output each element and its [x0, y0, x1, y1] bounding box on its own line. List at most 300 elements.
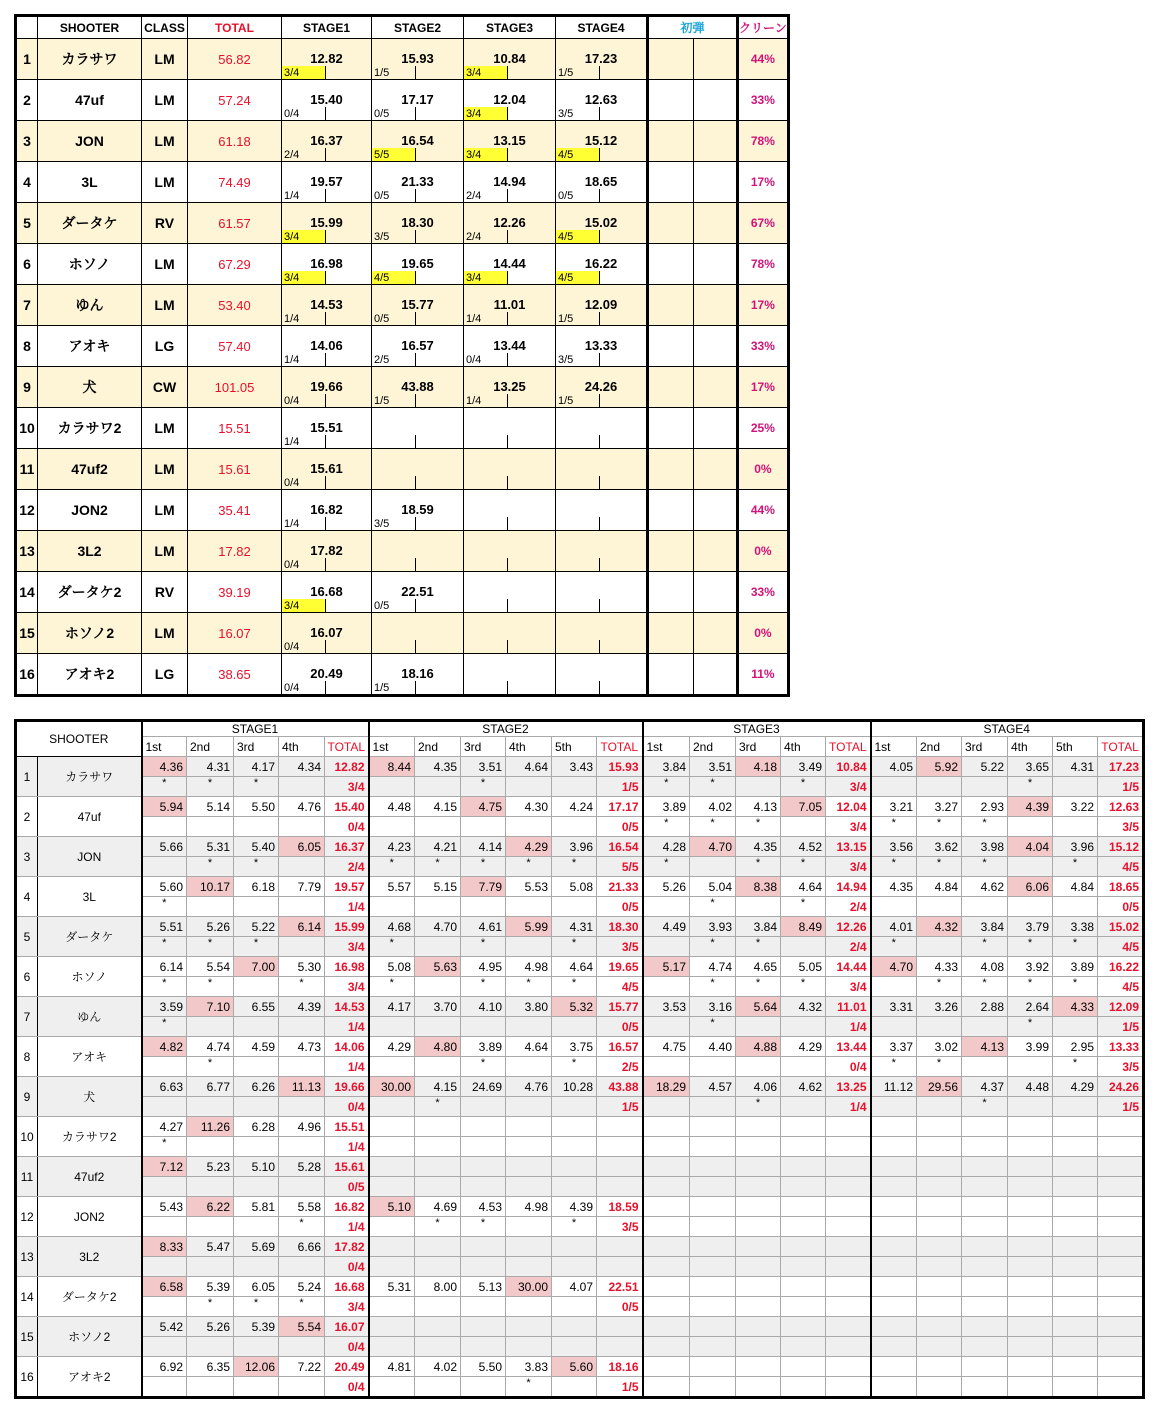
stage-total: 13.44: [826, 1037, 871, 1057]
stage-total: [597, 1157, 643, 1177]
first-shot-b: [694, 121, 738, 162]
stage-hits-blank: [600, 271, 648, 285]
detail-row: [16, 1157, 1144, 1177]
shot-mark: *: [461, 977, 506, 997]
shot-time: 5.13: [461, 1277, 506, 1297]
first-shot-b: [694, 203, 738, 244]
header-stage: STAGE1: [142, 721, 369, 737]
stage-hits-blank: [416, 189, 464, 203]
shot-mark: *: [142, 897, 187, 917]
class: LM: [142, 244, 188, 285]
shot-mark: [1053, 1177, 1098, 1197]
shot-mark: *: [1053, 1057, 1098, 1077]
first-shot-a: [648, 613, 694, 654]
shot-mark: [736, 1337, 781, 1357]
shot-time: [643, 1317, 690, 1337]
shot-time: 11.12: [871, 1077, 917, 1097]
shot-mark: *: [690, 897, 736, 917]
shot-time: 4.15: [415, 1077, 461, 1097]
shot-time: [871, 1117, 917, 1137]
header-stage: STAGE2: [369, 721, 643, 737]
stage-hits-blank: [326, 517, 372, 531]
shot-mark: [1008, 1177, 1053, 1197]
shot-mark: [234, 1137, 279, 1157]
shot-time: [781, 1117, 826, 1137]
header-stage: STAGE2: [372, 16, 464, 39]
shot-mark: [690, 1337, 736, 1357]
shot-mark: [871, 1297, 917, 1317]
class: LM: [142, 490, 188, 531]
shot-time: 8.38: [736, 877, 781, 897]
stage-hits: 3/5: [556, 107, 600, 121]
stage-total: 14.06: [325, 1037, 369, 1057]
shot-time: [736, 1237, 781, 1257]
shot-mark: *: [917, 817, 962, 837]
clean-rate: 33%: [738, 80, 789, 121]
shooter-name: アオキ: [38, 326, 142, 367]
header-shot-label: 4th: [506, 737, 552, 757]
shot-mark: *: [781, 977, 826, 997]
shooter-name: 犬: [38, 1077, 142, 1117]
shot-time: [917, 1117, 962, 1137]
stage-hits: 1/4: [325, 897, 369, 917]
first-shot-b: [694, 408, 738, 449]
shot-mark: [461, 1177, 506, 1197]
shot-mark: [415, 1377, 461, 1398]
stage-time: 13.15: [464, 121, 556, 149]
shot-time: 3.62: [917, 837, 962, 857]
clean-rate: 33%: [738, 572, 789, 613]
shooter-name: JON: [38, 837, 142, 877]
shot-time: 5.92: [917, 757, 962, 777]
summary-row: [16, 244, 789, 272]
rank: 6: [16, 244, 38, 285]
stage-hits: 1/4: [282, 189, 326, 203]
shot-mark: *: [369, 937, 415, 957]
stage-hits: 4/5: [1098, 857, 1144, 877]
shot-mark: *: [1053, 977, 1098, 997]
summary-row: [16, 203, 789, 231]
stage-time: 10.84: [464, 39, 556, 67]
stage-hits-blank: [416, 353, 464, 367]
header-total: TOTAL: [188, 16, 282, 39]
stage-hits: 0/4: [325, 1337, 369, 1357]
shot-time: 4.29: [506, 837, 552, 857]
first-shot-b: [694, 285, 738, 326]
shot-time: 5.47: [187, 1237, 234, 1257]
shot-mark: [415, 897, 461, 917]
stage-time: 12.63: [556, 80, 648, 108]
shot-time: 5.22: [234, 917, 279, 937]
shot-time: 4.75: [461, 797, 506, 817]
total-time: 67.29: [188, 244, 282, 285]
stage-total: 16.57: [597, 1037, 643, 1057]
total-time: 38.65: [188, 654, 282, 696]
stage-hits: 1/5: [556, 312, 600, 326]
shot-mark: [187, 1377, 234, 1398]
rank: 6: [16, 957, 38, 997]
shot-time: 4.81: [369, 1357, 415, 1377]
stage-hits-blank: [600, 681, 648, 696]
clean-rate: 78%: [738, 244, 789, 285]
shot-time: 18.29: [643, 1077, 690, 1097]
shot-mark: [643, 1217, 690, 1237]
first-shot-a: [648, 121, 694, 162]
first-shot-b: [694, 449, 738, 490]
stage-hits: [556, 435, 600, 449]
shot-time: [736, 1357, 781, 1377]
stage-hits: 3/5: [597, 1217, 643, 1237]
stage-hits: 0/4: [464, 353, 508, 367]
stage-hits: 4/5: [1098, 937, 1144, 957]
shot-time: [781, 1277, 826, 1297]
shot-time: 4.64: [506, 757, 552, 777]
shot-mark: [415, 1337, 461, 1357]
shot-time: 5.64: [736, 997, 781, 1017]
shot-time: [506, 1317, 552, 1337]
first-shot-b: [694, 367, 738, 408]
shot-time: 5.54: [187, 957, 234, 977]
stage-hits: 3/4: [464, 148, 508, 162]
stage-hits: [826, 1297, 871, 1317]
shot-mark: [187, 1017, 234, 1037]
shot-mark: [279, 1057, 325, 1077]
shot-mark: [962, 1257, 1008, 1277]
shot-time: 5.50: [461, 1357, 506, 1377]
shot-time: 4.06: [736, 1077, 781, 1097]
first-shot-a: [648, 162, 694, 203]
first-shot-a: [648, 367, 694, 408]
stage-hits: 2/4: [325, 857, 369, 877]
shot-time: 4.70: [415, 917, 461, 937]
shot-time: 4.84: [917, 877, 962, 897]
stage-hits: 0/4: [325, 817, 369, 837]
shot-mark: [643, 1177, 690, 1197]
shot-time: 2.93: [962, 797, 1008, 817]
shot-mark: [369, 777, 415, 797]
stage-time: [372, 531, 464, 559]
header-stage-total: TOTAL: [826, 737, 871, 757]
rank: 8: [16, 326, 38, 367]
shot-time: 5.10: [234, 1157, 279, 1177]
stage-hits: [826, 1257, 871, 1277]
stage-total: 10.84: [826, 757, 871, 777]
stage-hits: 0/4: [325, 1257, 369, 1277]
detail-row: [16, 757, 1144, 777]
shot-time: 4.08: [962, 957, 1008, 977]
shot-mark: [552, 1297, 597, 1317]
stage-hits-blank: [326, 476, 372, 490]
shot-mark: [1053, 1017, 1098, 1037]
total-time: 56.82: [188, 39, 282, 80]
stage-hits: 0/5: [556, 189, 600, 203]
shot-mark: *: [461, 1217, 506, 1237]
stage-total: [597, 1237, 643, 1257]
shot-mark: [369, 1297, 415, 1317]
shot-time: 4.76: [279, 797, 325, 817]
stage-hits: 2/4: [464, 189, 508, 203]
shot-mark: [506, 1297, 552, 1317]
shot-mark: [187, 817, 234, 837]
shot-time: 4.39: [1008, 797, 1053, 817]
detail-row-marks: [16, 777, 1144, 797]
class: LM: [142, 80, 188, 121]
shot-mark: *: [962, 1097, 1008, 1117]
shot-mark: [643, 1377, 690, 1398]
shot-mark: [781, 1177, 826, 1197]
shot-mark: [1053, 1377, 1098, 1398]
shot-mark: [643, 937, 690, 957]
stage-hits-blank: [416, 312, 464, 326]
class: LM: [142, 449, 188, 490]
shooter-name: アオキ2: [38, 654, 142, 696]
shot-mark: [1053, 1097, 1098, 1117]
shot-mark: [552, 1377, 597, 1398]
rank: 9: [16, 367, 38, 408]
shot-time: 6.14: [142, 957, 187, 977]
stage-hits: 1/4: [826, 1097, 871, 1117]
first-shot-b: [694, 326, 738, 367]
stage-hits: 0/4: [325, 1377, 369, 1398]
shot-time: 3.37: [871, 1037, 917, 1057]
shot-mark: [415, 1297, 461, 1317]
detail-row: [16, 1237, 1144, 1257]
detail-row-marks: [16, 1257, 1144, 1277]
header-class: CLASS: [142, 16, 188, 39]
shot-time: 11.26: [187, 1117, 234, 1137]
shot-mark: [369, 897, 415, 917]
shot-time: 4.01: [871, 917, 917, 937]
shooter-name: カラサワ2: [38, 1117, 142, 1157]
shot-time: [781, 1237, 826, 1257]
shot-mark: *: [415, 1217, 461, 1237]
stage-hits-blank: [416, 394, 464, 408]
shot-time: 3.84: [962, 917, 1008, 937]
header-shot-label: 4th: [279, 737, 325, 757]
stage-hits: 0/4: [282, 394, 326, 408]
shot-mark: [690, 1257, 736, 1277]
stage-total: [1098, 1197, 1144, 1217]
stage-total: 15.61: [325, 1157, 369, 1177]
shot-mark: *: [643, 777, 690, 797]
shot-mark: [1053, 1217, 1098, 1237]
shot-mark: [871, 1177, 917, 1197]
shot-mark: [1008, 1257, 1053, 1277]
shot-mark: [369, 1257, 415, 1277]
shot-mark: [142, 1177, 187, 1197]
stage-hits: 1/4: [826, 1017, 871, 1037]
shot-mark: [1053, 777, 1098, 797]
stage-hits-blank: [326, 230, 372, 244]
shot-mark: [643, 1017, 690, 1037]
first-shot-a: [648, 80, 694, 121]
first-shot-b: [694, 244, 738, 285]
shot-time: 4.69: [415, 1197, 461, 1217]
shot-time: 5.39: [187, 1277, 234, 1297]
shot-time: [917, 1197, 962, 1217]
shot-mark: *: [506, 1377, 552, 1398]
stage-hits: 3/4: [325, 777, 369, 797]
stage-hits: 0/5: [597, 897, 643, 917]
shot-mark: [962, 1057, 1008, 1077]
shot-time: 4.98: [506, 1197, 552, 1217]
shot-mark: *: [369, 857, 415, 877]
shot-time: [1053, 1157, 1098, 1177]
shot-mark: *: [142, 1137, 187, 1157]
stage-hits: 1/4: [464, 312, 508, 326]
shot-time: 5.42: [142, 1317, 187, 1337]
shot-mark: *: [871, 937, 917, 957]
stage-total: [826, 1237, 871, 1257]
shot-time: 4.57: [690, 1077, 736, 1097]
stage-hits-blank: [600, 353, 648, 367]
summary-row: [16, 367, 789, 395]
shot-mark: [187, 1097, 234, 1117]
shot-mark: [142, 817, 187, 837]
first-shot-b: [694, 80, 738, 121]
shot-mark: *: [552, 977, 597, 997]
stage-time: 12.04: [464, 80, 556, 108]
stage-hits: 1/5: [1098, 1017, 1144, 1037]
clean-rate: 17%: [738, 285, 789, 326]
stage-hits-blank: [416, 599, 464, 613]
shot-time: 3.26: [917, 997, 962, 1017]
clean-rate: 17%: [738, 162, 789, 203]
stage-total: [826, 1357, 871, 1377]
stage-time: 24.26: [556, 367, 648, 395]
shot-time: [1008, 1117, 1053, 1137]
stage-hits: 2/4: [826, 937, 871, 957]
shot-mark: [369, 1337, 415, 1357]
shot-mark: *: [461, 937, 506, 957]
stage-total: [826, 1197, 871, 1217]
shot-mark: *: [781, 897, 826, 917]
shot-mark: [1008, 1137, 1053, 1157]
shot-time: [917, 1277, 962, 1297]
stage-total: [826, 1317, 871, 1337]
shot-time: 6.05: [279, 837, 325, 857]
shot-mark: [962, 1377, 1008, 1398]
stage-hits-blank: [600, 312, 648, 326]
shot-time: 6.18: [234, 877, 279, 897]
shot-time: 5.43: [142, 1197, 187, 1217]
shot-time: [962, 1157, 1008, 1177]
total-time: 101.05: [188, 367, 282, 408]
stage-total: [1098, 1357, 1144, 1377]
summary-table: [14, 14, 790, 697]
shot-time: [415, 1317, 461, 1337]
shot-time: 5.54: [279, 1317, 325, 1337]
shot-mark: [917, 1017, 962, 1037]
stage-total: [597, 1117, 643, 1137]
shot-time: 7.00: [234, 957, 279, 977]
shot-mark: [506, 1137, 552, 1157]
rank: 5: [16, 203, 38, 244]
shooter-name: 3L2: [38, 1237, 142, 1277]
shot-mark: *: [369, 977, 415, 997]
stage-hits: 0/5: [372, 189, 416, 203]
stage-time: 21.33: [372, 162, 464, 190]
shot-time: 4.35: [736, 837, 781, 857]
detail-row: [16, 1077, 1144, 1097]
detail-row-marks: [16, 1377, 1144, 1398]
shot-time: 4.73: [279, 1037, 325, 1057]
stage-hits: 1/4: [282, 435, 326, 449]
stage-time: 16.07: [282, 613, 372, 641]
stage-hits-blank: [416, 230, 464, 244]
stage-time: 15.51: [282, 408, 372, 436]
shot-mark: *: [1008, 977, 1053, 997]
stage-hits: 3/4: [464, 271, 508, 285]
first-shot-a: [648, 490, 694, 531]
shot-mark: [871, 1217, 917, 1237]
stage-hits-blank: [326, 66, 372, 80]
stage-hits: 0/4: [282, 476, 326, 490]
shot-time: 6.05: [234, 1277, 279, 1297]
shot-mark: [917, 1217, 962, 1237]
shot-mark: [1053, 817, 1098, 837]
stage-time: 13.33: [556, 326, 648, 354]
shot-time: [552, 1117, 597, 1137]
shot-mark: *: [506, 977, 552, 997]
shot-time: [643, 1117, 690, 1137]
shot-time: [415, 1157, 461, 1177]
shot-mark: [690, 1057, 736, 1077]
shot-mark: [962, 1017, 1008, 1037]
detail-table: [14, 719, 1145, 1399]
shot-mark: *: [234, 1297, 279, 1317]
header-shot-label: 4th: [1008, 737, 1053, 757]
stage-time: 15.99: [282, 203, 372, 231]
total-time: 57.40: [188, 326, 282, 367]
shot-time: 4.29: [781, 1037, 826, 1057]
header-shooter: SHOOTER: [38, 16, 142, 39]
shot-time: 3.70: [415, 997, 461, 1017]
stage-hits-blank: [326, 599, 372, 613]
stage-time: [464, 490, 556, 518]
stage-hits-blank: [326, 353, 372, 367]
shot-mark: [781, 1097, 826, 1117]
shot-time: 5.24: [279, 1277, 325, 1297]
shooter-name: ホソノ: [38, 957, 142, 997]
stage-hits-blank: [508, 640, 556, 654]
clean-rate: 78%: [738, 121, 789, 162]
stage-time: 22.51: [372, 572, 464, 600]
shot-mark: *: [690, 937, 736, 957]
shot-time: [552, 1157, 597, 1177]
shot-mark: *: [1053, 857, 1098, 877]
shot-mark: [506, 1057, 552, 1077]
stage-hits-blank: [508, 599, 556, 613]
stage-time: [464, 613, 556, 641]
shot-mark: [369, 1377, 415, 1398]
shot-mark: [552, 1337, 597, 1357]
shot-time: 5.32: [552, 997, 597, 1017]
stage-hits: 5/5: [597, 857, 643, 877]
shot-time: [917, 1317, 962, 1337]
stage-time: [556, 408, 648, 436]
shot-time: 3.75: [552, 1037, 597, 1057]
stage-hits: [826, 1377, 871, 1398]
detail-row: [16, 877, 1144, 897]
stage-hits: [1098, 1257, 1144, 1277]
shot-time: 5.15: [415, 877, 461, 897]
shot-time: 4.10: [461, 997, 506, 1017]
shot-mark: [1008, 1297, 1053, 1317]
stage-hits: 3/4: [325, 1297, 369, 1317]
shot-time: [506, 1157, 552, 1177]
detail-row-marks: [16, 897, 1144, 917]
